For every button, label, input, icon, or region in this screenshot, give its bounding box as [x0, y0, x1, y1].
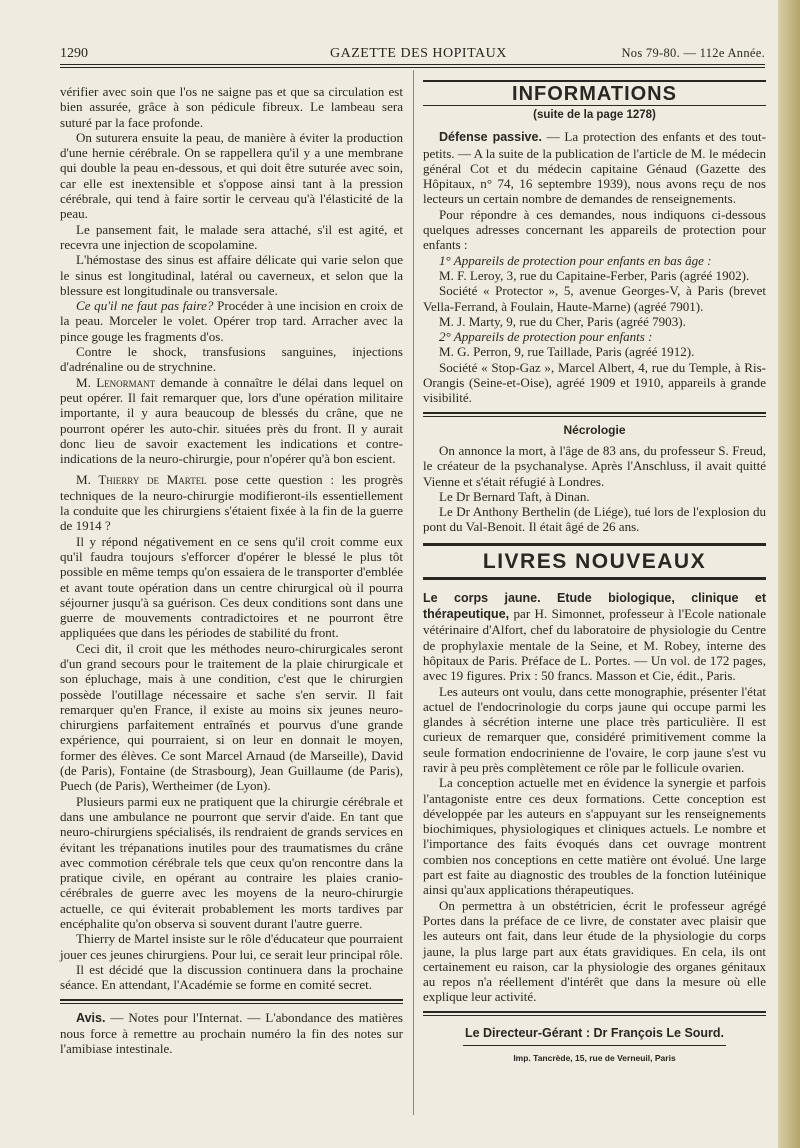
- speaker-name: M. Thierry de Martel: [76, 472, 207, 488]
- section-rule: [423, 412, 766, 417]
- paragraph: [60, 472, 403, 533]
- page-header: [60, 44, 765, 64]
- book-title: Le corps jaune. Etude biologique, clinique et thérapeutique,: [423, 590, 766, 622]
- paragraph: Pour répondre à ces demandes, nous indiquons ci-dessous quelques adresses concernant les appareils de protection pour enfants :: [423, 206, 766, 253]
- paragraph: L'hémostase des sinus est affaire délicate qui varie selon que le sinus est longitudinal, latéral ou caverneux, et selon que la blessure est longitudinale ou transversale.: [60, 252, 403, 298]
- avis-label: Avis.: [76, 1010, 106, 1025]
- italic-question: Ce qu'il ne faut pas faire?: [76, 298, 214, 314]
- paragraph-text: — La protection des enfants et des tout-petits. — A la suite de la publication de l'article de M. le médecin général Cot et du médecin capitaine Génaud (Gazette des Hôpitaux, n° 74, 16 septembre 1939), nous avons reçu de nos lecteurs un certain nombre de demandes de renseignements.: [423, 129, 766, 207]
- list-heading: [423, 329, 766, 344]
- paragraph: Le pansement fait, le malade sera attaché, s'il est agité, et recevra une injection de scopolamine.: [60, 221, 403, 252]
- informations-subtitle: (suite de la page 1278): [533, 109, 656, 121]
- section-rule: [423, 1011, 766, 1016]
- livres-title: LIVRES NOUVEAUX: [482, 549, 707, 573]
- paragraph: Le Dr Anthony Berthelin (de Liége), tué lors de l'explosion du pont du Val-Benoit. Il était âgé de 26 ans.: [423, 504, 766, 535]
- defense-label: Défense passive.: [439, 130, 542, 145]
- paragraph: Il y répond négativement en ce sens qu'il croit comme eux qu'il faudra toujours s'efforcer d'opérer le blessé le plus tôt possible en même temps qu'on essaiera de le transporter d'emblée et avant toute opération dans un centre chirurgical où il pourra séjourner jusqu'à sa guérison. Ces deux conditions sont dans une guerre de mouvements contradictoires et ne pourront être appliquées que dans les périodes de stabilité du front.: [60, 533, 403, 641]
- paragraph: [60, 375, 403, 467]
- signature-rule: [463, 1045, 726, 1046]
- paragraph: Thierry de Martel insiste sur le rôle d'éducateur que pourraient jouer ces jeunes chirurgiens. Pour lui, ce serait leur principal rôle.: [60, 931, 403, 962]
- paragraph: La conception actuelle met en évidence la synergie et parfois l'antagoniste entre ces deux formations. Cette conception est développée par les auteurs en s'appuyant sur les renseignements biochimiques, physiologiques et cliniques actuels. Le nombre et l'importance des faits évoqués dans cet ouvrage montrent combien nos conceptions en cette matière ont évolué. Une large part est faite au diagnostic des troubles de la fonction lutéinique ainsi qu'aux applications thérapeutiques.: [423, 775, 766, 898]
- paragraph-text: demande à connaître le délai dans lequel on peut opérer. Il fait remarquer que, lors d'une opération militaire importante, il y aura beaucoup de blessés du crâne, que ne pourront opérer les auto-chir. situées près du front. Il y aurait donc lieu de savoir exactement les indications et contre-indications de la neuro-chirurgie, pour n'opérer qu'à bon escient.: [60, 374, 404, 467]
- right-column: [423, 78, 766, 1066]
- paragraph-text: pose cette question : les progrès techniques de la neuro-chirurgie modifieront-ils essentiellement la conduite que les chirurgiens s'étaient fixée à la fin de la guerre de 1914 ?: [60, 472, 403, 534]
- speaker-name: M. Lenormant: [76, 374, 156, 390]
- paragraph: On suturera ensuite la peau, de manière à éviter la production d'une hernie cérébrale. On se rappellera qu'il y a une membrane qui double la peau en-dessous, et qui doit être suturée avec soin, car elle est inextensible et s'oppose ainsi tant à la pression cérébrale, qui tend à faire sortir le cerveau qu'à l'élasticité de la peau.: [60, 129, 403, 222]
- italic-heading: 1° Appareils de protection pour enfants en bas âge :: [439, 252, 712, 268]
- informations-header: [423, 80, 766, 106]
- list-item: M. J. Marty, 9, rue du Cher, Paris (agréé 7903).: [439, 313, 686, 329]
- paragraph: On permettra à un obstétricien, écrit le professeur agrégé Portes dans la préface de ce livre, de constater avec plaisir que les auteurs ont fait, dans leur étude de la physiologie du corps jaune, la plus large part aux états gravidiques. En cela, ils ont certainement eu raison, car la physiologie des organes génitaux au repos n'a réellement d'intérêt que dans la mesure où elle explique leur activité.: [423, 897, 766, 1005]
- paragraph: Contre le shock, transfusions sanguines, injections d'adrénaline ou de strychnine.: [60, 344, 403, 375]
- paragraph: [60, 298, 403, 344]
- director-signature: Le Directeur-Gérant : Dr François Le Sourd.: [464, 1025, 725, 1040]
- avis-text: — Notes pour l'Internat. — L'abondance des matières nous force à remettre au prochain numéro la fin des notes sur l'amibiase intestinale.: [60, 1009, 403, 1057]
- paragraph: Le Dr Bernard Taft, à Dinan.: [439, 488, 590, 504]
- list-item: M. G. Perron, 9, rue Taillade, Paris (agréé 1912).: [439, 344, 695, 360]
- journal-title: GAZETTE DES HOPITAUX: [330, 46, 507, 61]
- paragraph: vérifier avec soin que l'os ne saigne pas et que sa circulation est bien assurée, grâce à son pédicule fibreux. Le lambeau sera suturé par la face profonde.: [60, 84, 403, 130]
- section-rule: [60, 999, 403, 1004]
- list-heading: [423, 253, 766, 268]
- header-rule: [60, 64, 765, 65]
- livres-header: [423, 543, 766, 580]
- avis-paragraph: [60, 1010, 403, 1057]
- paragraph: Il est décidé que la discussion continuera dans la prochaine séance. En attendant, l'Académie se forme en comité secret.: [60, 961, 403, 993]
- paragraph: Plusieurs parmi eux ne pratiquent que la chirurgie cérébrale et dans une ambulance ne pourront que servir d'aide. En tant que neuro-chirurgiens spécialisés, ils rendraient de grands services en évitant les trépanations inutiles pour des traumatismes du crâne avec commotion cérébrale tels que ceux qu'on rencontre dans la pratique civile, en opérant au contraire les plaies cranio-cérébrales de guerre avec les moyens de la neuro-chirurgie actuelle, ce qui éviterait probablement les morts tardives par encéphalite qu'on observa si souvent durant l'autre guerre.: [60, 793, 403, 932]
- informations-title: INFORMATIONS: [512, 83, 677, 105]
- column-divider: [413, 70, 414, 1115]
- printer-imprint: Imp. Tancrède, 15, rue de Verneuil, Paris: [513, 1053, 676, 1064]
- paragraph: Les auteurs ont voulu, dans cette monographie, présenter l'état actuel de l'endocrinologie du corps jaune qui occupe parmi les glandes à sécrétion interne une place très particulière. Il est curieux de remarquer que, considéré primitivement comme la seule formation endocrinienne de l'ovaire, le corp jaune s'est vu ravir à peu près complètement ce rôle par le follicule ovarien.: [423, 683, 766, 775]
- left-column: [60, 84, 403, 1056]
- list-item: M. F. Leroy, 3, rue du Capitaine-Ferber, Paris (agréé 1902).: [439, 267, 750, 283]
- paragraph: [423, 129, 766, 206]
- paragraph: On annonce la mort, à l'âge de 83 ans, du professeur S. Freud, le créateur de la psychanalyse. Après l'Anschluss, il avait quitté Vienne et s'était réfugié à Londres.: [423, 442, 766, 489]
- issue-number: Nos 79-80. — 112e Année.: [621, 46, 765, 60]
- italic-heading: 2° Appareils de protection pour enfants :: [439, 329, 653, 345]
- list-item: Société « Stop-Gaz », Marcel Albert, 4, rue du Temple, à Ris-Orangis (Seine-et-Oise), agréé 1909 et 1910, appareils à grande visibilité.: [423, 359, 766, 406]
- necrologie-title: Nécrologie: [563, 422, 626, 437]
- page-number: 1290: [60, 46, 88, 61]
- list-item: Société « Protector », 5, avenue Georges-V, à Paris (brevet Vella-Ferrand, à Foulain, Haute-Marne) (agréé 7901).: [423, 283, 766, 314]
- book-reference: par H. Simonnet, professeur à l'Ecole nationale vétérinaire d'Alfort, chef du laboratoire de physiologie du Centre de prophylaxie mentale de la Seine, et M. Robey, interne des hôpitaux de Paris. Préface de L. Portes. — Un vol. de 172 pages, avec 19 figures. Prix : 50 francs. Masson et Cie, édit., Paris.: [423, 606, 766, 684]
- paragraph: Ceci dit, il croit que les méthodes neuro-chirurgicales seront d'un grand secours pour le traitement de la plaie chirurgicale et son épluchage, mais à une condition, c'est que le chirurgien possède l'outillage nécessaire et sache s'en servir. Il fait remarquer qu'en France, il existe au moins six jeunes neuro-chirurgiens parfaitement entraînés et pourvus d'une grande expérience, qui pourraient, si on leur en donnait le moyen, former des élèves. Ce sont Marcel Arnaud (de Marseille), David (de Paris), Fontaine (de Strasbourg), Jean Guillaume (de Paris), Puech (de Paris), Wertheimer (de Lyon).: [60, 640, 403, 794]
- header-rule-2: [60, 67, 765, 68]
- paragraph-text: Procéder à une incision en croix de la peau. Morceler le volet. Opérer trop tard. Arracher avec la pince gouge les fragments d'os.: [60, 298, 403, 344]
- book-entry: [423, 590, 766, 684]
- page-edge: [778, 0, 800, 1148]
